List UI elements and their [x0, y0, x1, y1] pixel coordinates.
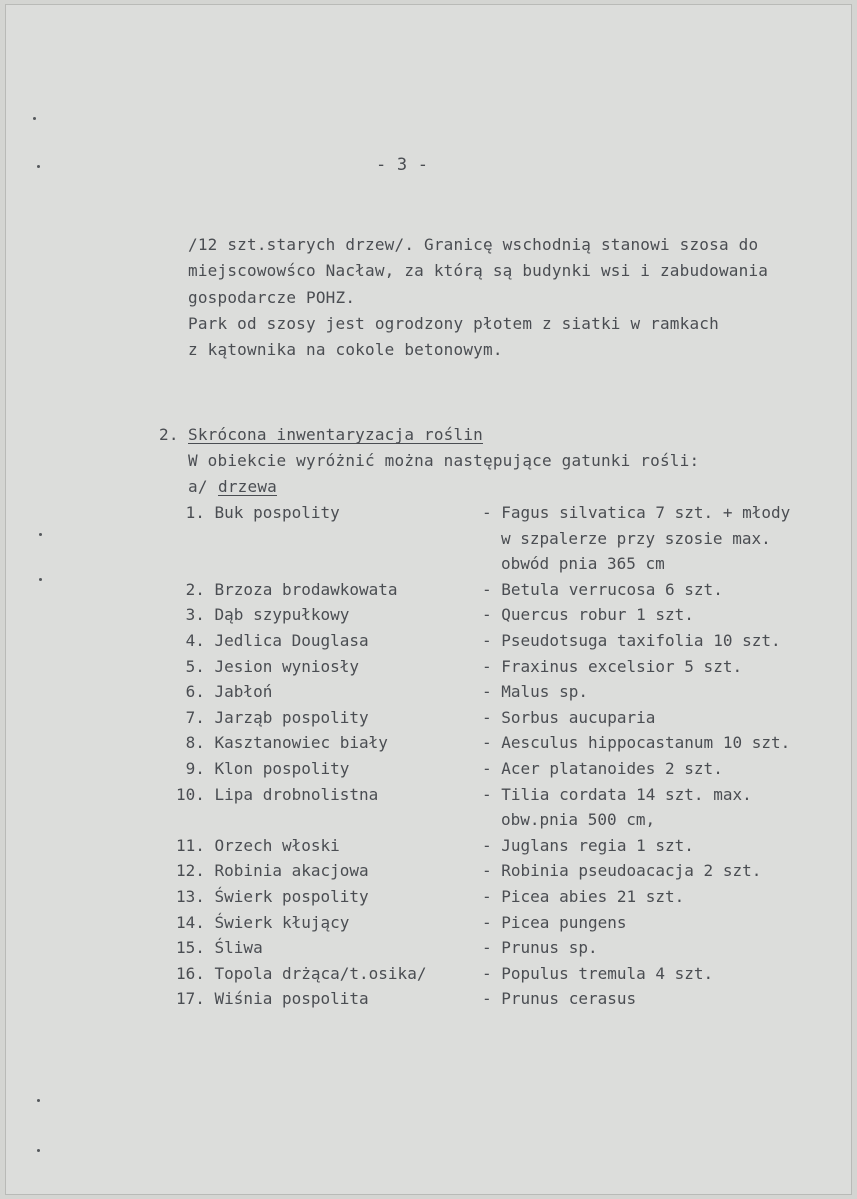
subsection-prefix: a/: [188, 477, 208, 496]
species-latin-name: obwód pnia 365 cm: [501, 554, 665, 574]
section-number: 2.: [159, 425, 179, 444]
species-common-name: 11. Orzech włoski: [176, 835, 340, 855]
species-latin-name: - Juglans regia 1 szt.: [482, 835, 694, 855]
margin-speck: [39, 533, 42, 536]
margin-speck: [37, 1099, 40, 1102]
species-latin-name: obw.pnia 500 cm,: [501, 810, 656, 830]
species-common-name: 16. Topola drżąca/t.osika/: [176, 963, 427, 983]
species-latin-name: - Quercus robur 1 szt.: [482, 605, 694, 625]
species-latin-name: - Robinia pseudoacacja 2 szt.: [482, 861, 762, 881]
species-common-name: 13. Świerk pospolity: [176, 887, 369, 906]
species-common-name: 7. Jarząb pospolity: [176, 707, 369, 727]
species-common-name: 10. Lipa drobnolistna: [176, 784, 379, 804]
species-common-name: 5. Jesion wyniosły: [176, 656, 360, 676]
species-latin-name: - Prunus sp.: [482, 938, 598, 958]
species-latin-name: - Acer platanoides 2 szt.: [482, 759, 723, 778]
species-common-name: 17. Wiśnia pospolita: [176, 989, 369, 1009]
species-latin-name: - Aesculus hippocastanum 10 szt.: [482, 733, 791, 753]
species-common-name: 8. Kasztanowiec biały: [176, 733, 388, 753]
page-number: - 3 -: [376, 155, 429, 175]
species-latin-name: - Tilia cordata 14 szt. max.: [482, 784, 752, 804]
margin-speck: [39, 578, 42, 581]
species-common-name: 3. Dąb szypułkowy: [176, 605, 350, 625]
species-common-name: 1. Buk pospolity: [176, 503, 340, 522]
intro-line: miejscowowśco Nacław, za którą są budynki wsi i zabudowania: [188, 261, 769, 280]
margin-speck: [37, 1149, 40, 1152]
species-latin-name: - Populus tremula 4 szt.: [482, 963, 714, 983]
species-common-name: 2. Brzoza brodawkowata: [176, 579, 398, 599]
species-latin-name: - Sorbus aucuparia: [482, 707, 656, 727]
intro-line: /12 szt.starych drzew/. Granicę wschodnią stanowi szosa do: [188, 235, 759, 254]
document-page: [5, 4, 852, 1195]
species-common-name: 4. Jedlica Douglasa: [176, 631, 369, 650]
species-latin-name: - Fagus silvatica 7 szt. + młody: [482, 503, 791, 522]
intro-line: Park od szosy jest ogrodzony płotem z siatki w ramkach: [188, 314, 719, 333]
subsection-title: drzewa: [218, 477, 277, 496]
species-latin-name: - Malus sp.: [482, 682, 588, 702]
species-latin-name: w szpalerze przy szosie max.: [501, 528, 771, 548]
species-latin-name: - Picea pungens: [482, 912, 627, 932]
margin-speck: [33, 117, 36, 120]
species-latin-name: - Fraxinus excelsior 5 szt.: [482, 656, 743, 676]
species-common-name: 14. Świerk kłujący: [176, 912, 350, 932]
species-latin-name: - Prunus cerasus: [482, 989, 637, 1009]
species-common-name: 9. Klon pospolity: [176, 759, 350, 778]
intro-line: gospodarcze POHZ.: [188, 288, 356, 307]
intro-line: z kątownika na cokole betonowym.: [188, 340, 503, 359]
species-latin-name: - Picea abies 21 szt.: [482, 887, 685, 906]
species-common-name: 6. Jabłoń: [176, 682, 273, 702]
species-common-name: 15. Śliwa: [176, 938, 263, 958]
species-latin-name: - Betula verrucosa 6 szt.: [482, 579, 723, 599]
margin-speck: [37, 165, 40, 168]
section-intro: W obiekcie wyróżnić można następujące gatunki rośli:: [188, 451, 700, 470]
species-common-name: 12. Robinia akacjowa: [176, 861, 369, 881]
section-title: Skrócona inwentaryzacja roślin: [188, 425, 483, 444]
species-latin-name: - Pseudotsuga taxifolia 10 szt.: [482, 631, 781, 650]
